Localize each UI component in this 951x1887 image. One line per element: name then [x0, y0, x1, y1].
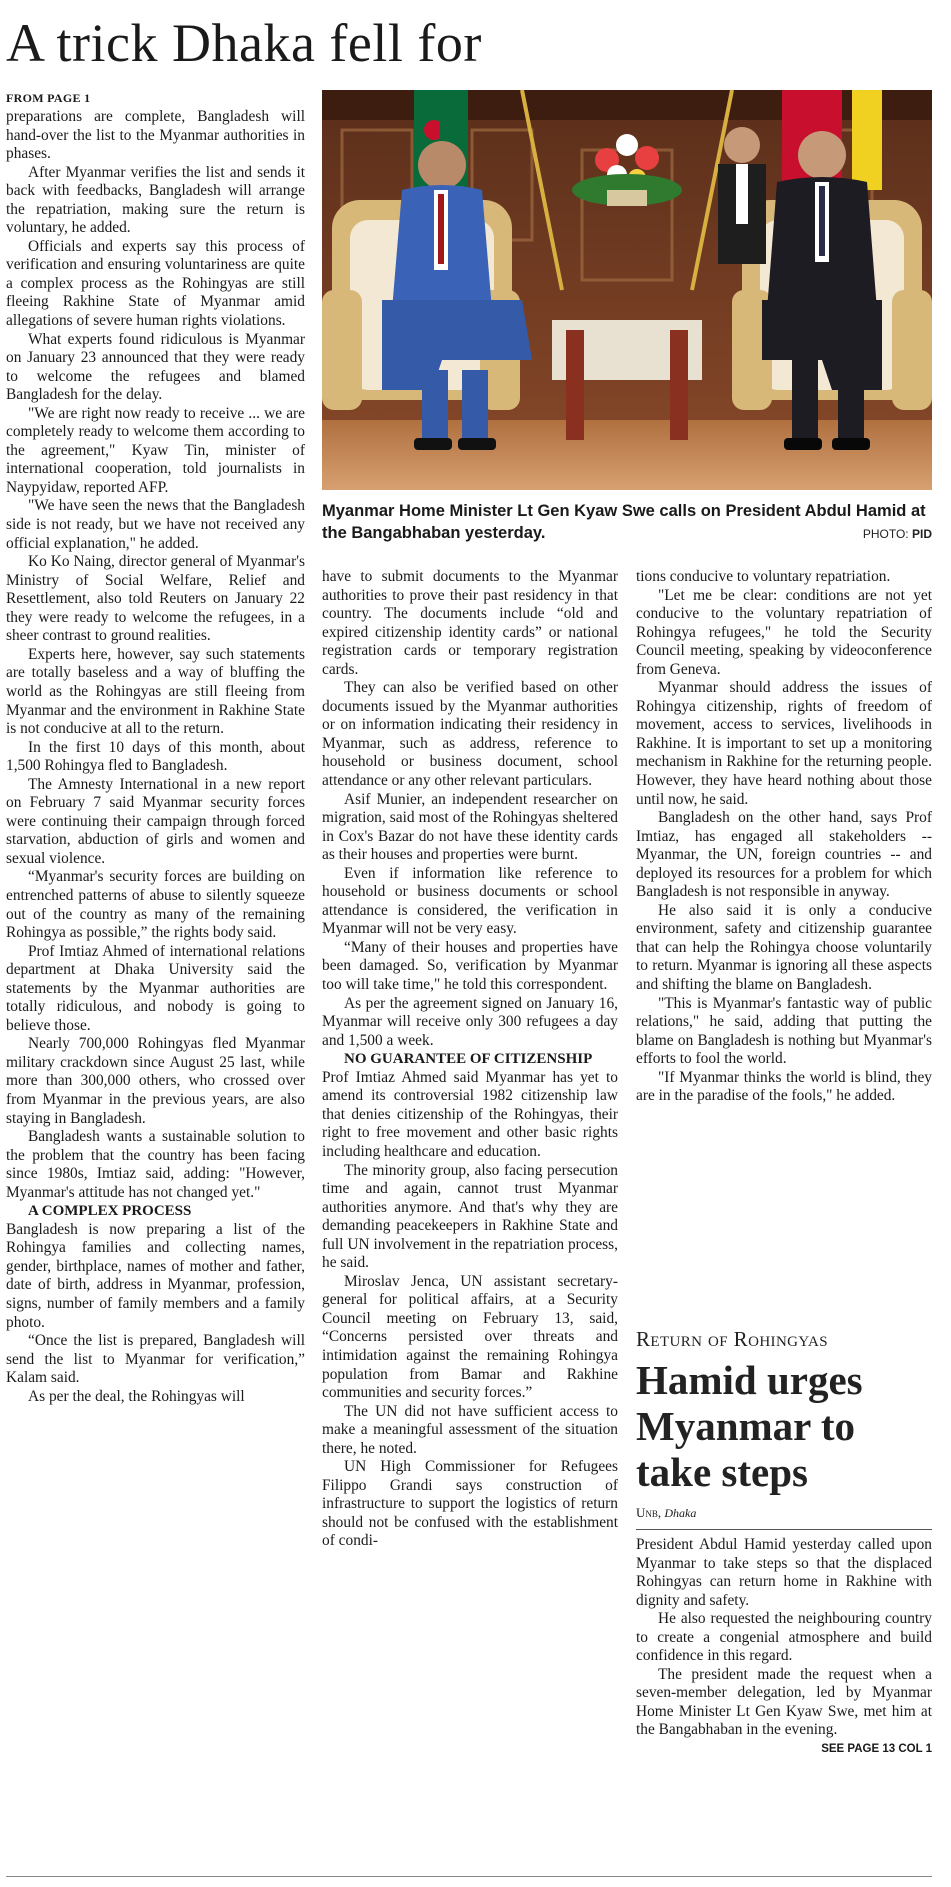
- paragraph: As per the deal, the Rohingyas will: [28, 1387, 245, 1405]
- paragraph: Nearly 700,000 Rohingyas fled Myanmar military crackdown since August 25 last, while more than 300,000 others, who crossed over from Myanmar in the previous years, are also staying in Bangladesh.: [6, 1035, 305, 1127]
- paragraph: He also said it is only a conducive environment, safety and citizenship guarantee that can help the Rohingya choose voluntarily to return. Myanmar is ignoring all these aspects and shifting the blame on Bangladesh.: [636, 901, 932, 994]
- paragraph: "This is Myanmar's fantastic way of public relations," he said, adding that putting the blame on Bangladesh is nothing but Myanmar's efforts to fool the world.: [636, 994, 932, 1068]
- column-2-body: [322, 568, 618, 1551]
- paragraph: have to submit documents to the Myanmar authorities to prove their past residency in that country. The documents include “old and expired citizenship identity cards” or national registration cards or temporary registration cards.: [322, 568, 618, 678]
- paragraph: Officials and experts say this process of verification and ensuring voluntariness are quite a complex process as the Rohingyas are still fleeing Rakhine State of Myanmar amid allegations of severe human rights violations.: [6, 237, 305, 330]
- news-photo: [322, 90, 932, 490]
- paragraph: What experts found ridiculous is Myanmar on January 23 announced that they were ready to welcome the refugees and blamed Bangladesh for the delay.: [6, 330, 305, 404]
- divider: [636, 1529, 932, 1530]
- paragraph: He also requested the neighbouring country to create a congenial atmosphere and build confidence in this regard.: [636, 1610, 932, 1665]
- paragraph: Prof Imtiaz Ahmed of international relations department at Dhaka University said the statements by the Myanmar authorities are totally ridiculous, and nobody is going to believe those.: [6, 942, 305, 1034]
- paragraph: The president made the request when a seven-member delegation, led by Myanmar Home Minister Lt Gen Kyaw Swe, met him at the Bangabhaban in the evening.: [636, 1665, 932, 1739]
- byline-agency: Unb,: [636, 1505, 662, 1520]
- paragraph: Experts here, however, say such statements are totally baseless and a way of bluffing the world as the Rohingyas are still fleeing from Myanmar and the environment in Rakhine State is not conducive at all to the return.: [6, 645, 305, 738]
- article-column-2: [322, 568, 618, 1551]
- paragraph: Miroslav Jenca, UN assistant secretary-general for political affairs, at a Security Council meeting on February 13, said, “Concerns persisted over threats and intimidation against the remaining Rohingya population from Bamar and Rakhine communities and security forces.”: [322, 1272, 618, 1402]
- sidebar-headline: Hamid urges Myanmar to take steps: [636, 1357, 863, 1495]
- paragraph: “Once the list is prepared, Bangladesh will send the list to Myanmar for verification,” Kalam said.: [6, 1332, 305, 1387]
- paragraph: “Myanmar's security forces are building on entrenched patterns of abuse to silently squeeze out of the country as many of the remaining Rohingya as possible,” the rights body said.: [6, 868, 305, 942]
- column-1-body: [6, 108, 305, 1406]
- article-column-3: [636, 568, 932, 1106]
- paragraph: As per the agreement signed on January 16, Myanmar will receive only 300 refugees a day and 1,500 a week.: [322, 994, 618, 1049]
- byline-place: Dhaka: [664, 1506, 697, 1520]
- jump-line: SEE PAGE 13 COL 1: [821, 1743, 932, 1756]
- paragraph: tions conducive to voluntary repatriation.: [636, 568, 891, 585]
- sidebar-body: [636, 1536, 932, 1740]
- paragraph: Asif Munier, an independent researcher on migration, said most of the Rohingyas sheltered in Cox's Bazar do not have these identity cards as their houses and properties were burnt.: [322, 790, 618, 864]
- paragraph: Even if information like reference to household or business documents or school attendance is considered, the verification in Myanmar will not be very easy.: [322, 864, 618, 938]
- photo-credit-source: PID: [911, 527, 932, 541]
- paragraph: The Amnesty International in a new report on February 7 said Myanmar security forces were continuing their campaign through forced starvation, abduction of girls and women and sexual violence.: [6, 775, 305, 867]
- bottom-divider: [6, 1876, 932, 1877]
- sidebar-kicker: Return of Rohingyas: [636, 1327, 828, 1351]
- section-subhead: A COMPLEX PROCESS: [28, 1203, 192, 1220]
- paragraph: The minority group, also facing persecution time and again, cannot trust Myanmar authorities anymore. And that's why they are demanding peacekeepers in Rakhine State and full UN involvement in the repatriation process, he said.: [322, 1161, 618, 1272]
- paragraph: preparations are complete, Bangladesh will hand-over the list to the Myanmar authorities in phases.: [6, 108, 305, 163]
- page-headline: A trick Dhaka fell for: [6, 13, 482, 73]
- paragraph: "We have seen the news that the Bangladesh side is not ready, but we have not received any official explanation," he added.: [6, 497, 305, 552]
- article-column-1: [6, 90, 305, 1406]
- paragraph: “Many of their houses and properties have been damaged. So, verification by Myanmar too will take time," he told this correspondent.: [322, 938, 618, 994]
- meeting-photo-illustration: [322, 90, 932, 490]
- paragraph: "If Myanmar thinks the world is blind, they are in the paradise of the fools," he added.: [636, 1068, 932, 1105]
- paragraph: Bangladesh on the other hand, says Prof Imtiaz, has engaged all stakeholders -- Myanmar, the UN, foreign countries -- and deployed its resources for a problem for which Bangladesh is not responsible in anyway.: [636, 809, 932, 901]
- paragraph: Ko Ko Naing, director general of Myanmar's Ministry of Social Welfare, Relief and Resettlement, also told Reuters on January 22 they were ready to welcome the refugees, in a sheer contrast to ground realities.: [6, 553, 305, 645]
- section-subhead: NO GUARANTEE OF CITIZENSHIP: [344, 1051, 593, 1068]
- paragraph: UN High Commissioner for Refugees Filippo Grandi says construction of infrastructure to support the logistics of return should not be confused with the establishment of condi-: [322, 1458, 618, 1550]
- photo-credit: [863, 527, 932, 541]
- continuation-kicker: FROM PAGE 1: [6, 91, 91, 105]
- paragraph: After Myanmar verifies the list and sends it back with feedbacks, Bangladesh will arrange the repatriation, making sure the return is voluntary, he added.: [6, 163, 305, 237]
- sidebar-byline: [636, 1505, 932, 1521]
- person-standing-aide: [718, 127, 766, 264]
- paragraph: Prof Imtiaz Ahmed said Myanmar has yet to amend its controversial 1982 citizenship law that denies citizenship of the Rohingyas, their right to free movement and other basic rights including healthcare and education.: [322, 1068, 618, 1160]
- photo-credit-label: PHOTO:: [862, 527, 909, 541]
- paragraph: Myanmar should address the issues of Rohingya citizenship, rights of freedom of movement, access to services, livelihoods in Rakhine. It is important to set up a monitoring mechanism in Rakhine for the returning people. However, they have heard nothing about those until now, he said.: [636, 679, 932, 808]
- sidebar-article: [636, 1325, 932, 1755]
- paragraph: In the first 10 days of this month, about 1,500 Rohingya fled to Bangladesh.: [6, 738, 305, 775]
- column-3-body: [636, 568, 932, 1106]
- paragraph: President Abdul Hamid yesterday called upon Myanmar to take steps so that the displaced Rohingyas can return home in Rakhine with dignity and safety.: [636, 1536, 932, 1609]
- paragraph: Bangladesh is now preparing a list of the Rohingya families and collecting names, gender, birthplace, names of mother and father, date of birth, address in Myanmar, profession, signs, number of family members and a family photo.: [6, 1220, 305, 1331]
- paragraph: "Let me be clear: conditions are not yet conducive to the voluntary repatriation of Rohingya refugees," he told the Security Council meeting, speaking by videoconference from Geneva.: [636, 586, 932, 678]
- paragraph: "We are right now ready to receive ... we are completely ready to welcome them according to the agreement," Kyaw Tin, minister of international cooperation, told journalists in Naypyidaw, reported AFP.: [6, 404, 305, 496]
- paragraph: The UN did not have sufficient access to make a meaningful assessment of the situation there, he noted.: [322, 1402, 618, 1457]
- photo-caption: Myanmar Home Minister Lt Gen Kyaw Swe calls on President Abdul Hamid at the Bangabhaban yesterday.: [322, 502, 926, 542]
- paragraph: Bangladesh wants a sustainable solution to the problem that the country has been facing since 1980s, Imtiaz said, adding: "However, Myanmar's attitude has not changed yet.": [6, 1128, 305, 1201]
- paragraph: They can also be verified based on other documents issued by the Myanmar authorities or on information indicating their residency in Myanmar, such as address, reference to household or business document, school attendance or any other relevant particulars.: [322, 679, 618, 790]
